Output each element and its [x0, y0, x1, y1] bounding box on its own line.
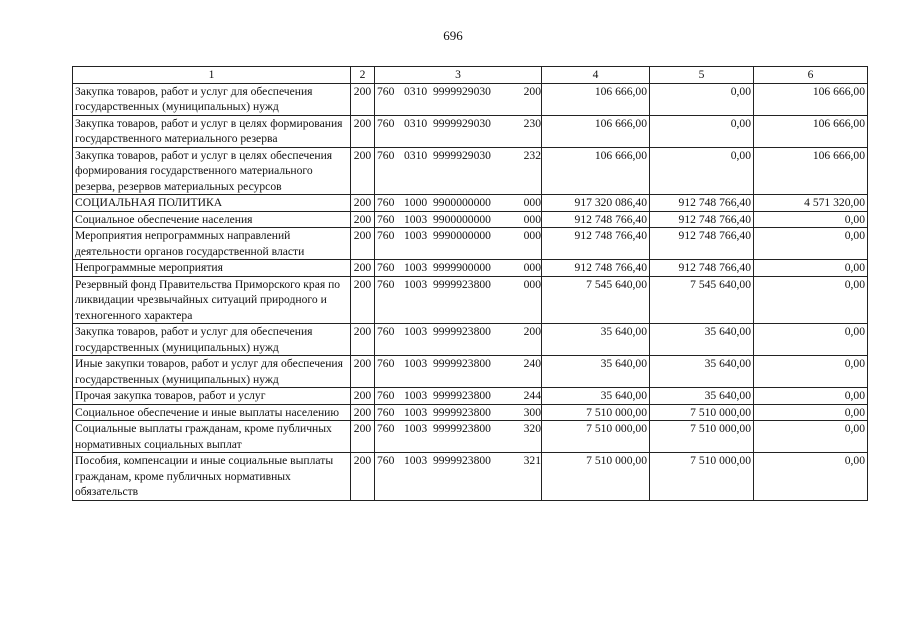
table-body [73, 83, 868, 500]
row-name: Пособия, компенсации и иные социальные выплаты гражданам, кроме публичных нормативных обязательств [73, 453, 351, 501]
row-col6: 106 666,00 [754, 147, 868, 195]
code-part-2: 1000 [404, 196, 428, 209]
code-part-2: 1003 [404, 325, 428, 338]
row-col5: 912 748 766,40 [650, 195, 754, 212]
row-code [375, 260, 542, 277]
code-part-3: 9999923800 [433, 325, 491, 338]
row-name: Мероприятия непрограммных направлений деятельности органов государственной власти [73, 228, 351, 260]
code-part-2: 1003 [404, 277, 428, 291]
row-name: Закупка товаров, работ и услуг в целях обеспечения формирования государственного материального резерва, резервов материальных ресурсов [73, 147, 351, 195]
header-col-4: 4 [542, 67, 650, 84]
row-col2: 200 [351, 356, 375, 388]
page-number: 696 [443, 28, 463, 43]
row-col5: 35 640,00 [650, 388, 754, 405]
table-row [73, 276, 868, 324]
code-part-2: 0310 [404, 148, 428, 162]
code-part-3: 9999923800 [433, 277, 491, 291]
row-col6: 106 666,00 [754, 83, 868, 115]
row-col2: 200 [351, 453, 375, 501]
row-col5: 912 748 766,40 [650, 211, 754, 228]
code-part-4: 000 [523, 196, 541, 209]
code-part-4: 321 [523, 454, 541, 467]
row-col5: 7 545 640,00 [650, 276, 754, 324]
table-row [73, 195, 868, 212]
code-part-1: 760 [377, 357, 395, 370]
header-col-3: 3 [375, 67, 542, 84]
code-part-2: 0310 [404, 116, 428, 130]
row-col6: 0,00 [754, 404, 868, 421]
code-part-3: 9990000000 [433, 229, 491, 242]
row-code [375, 276, 542, 324]
code-part-2: 0310 [404, 84, 428, 98]
row-col4: 912 748 766,40 [542, 211, 650, 228]
code-part-3: 9999923800 [433, 357, 491, 370]
code-part-1: 760 [377, 261, 395, 274]
code-part-1: 760 [377, 116, 395, 130]
code-part-4: 320 [523, 422, 541, 435]
row-col6: 0,00 [754, 260, 868, 277]
row-col6: 0,00 [754, 228, 868, 260]
row-col6: 0,00 [754, 324, 868, 356]
code-part-1: 760 [377, 389, 395, 402]
row-col6: 4 571 320,00 [754, 195, 868, 212]
code-part-3: 9999929030 [433, 148, 491, 162]
code-part-3: 9999923800 [433, 405, 491, 419]
row-code [375, 147, 542, 195]
table-row [73, 421, 868, 453]
table-row [73, 115, 868, 147]
row-name: Закупка товаров, работ и услуг для обеспечения государственных (муниципальных) нужд [73, 324, 351, 356]
row-name: Закупка товаров, работ и услуг в целях формирования государственного материального резерва [73, 115, 351, 147]
row-col6: 0,00 [754, 276, 868, 324]
row-col5: 35 640,00 [650, 356, 754, 388]
code-part-2: 1003 [404, 422, 428, 435]
code-part-2: 1003 [404, 389, 428, 402]
row-col5: 7 510 000,00 [650, 404, 754, 421]
row-code [375, 388, 542, 405]
table-row [73, 260, 868, 277]
row-col6: 0,00 [754, 388, 868, 405]
code-part-3: 9900000000 [433, 196, 491, 209]
row-code [375, 421, 542, 453]
table-row [73, 228, 868, 260]
code-part-4: 000 [523, 229, 541, 242]
header-col-6: 6 [754, 67, 868, 84]
row-col4: 35 640,00 [542, 356, 650, 388]
code-part-2: 1003 [404, 212, 428, 226]
row-code [375, 228, 542, 260]
code-part-1: 760 [377, 422, 395, 435]
row-col6: 0,00 [754, 356, 868, 388]
header-col-2: 2 [351, 67, 375, 84]
row-name: Социальное обеспечение и иные выплаты населению [73, 404, 351, 421]
code-part-4: 000 [523, 212, 541, 226]
code-part-2: 1003 [404, 454, 428, 467]
code-part-1: 760 [377, 454, 395, 467]
row-col2: 200 [351, 83, 375, 115]
row-name: Социальные выплаты гражданам, кроме публичных нормативных социальных выплат [73, 421, 351, 453]
row-col6: 0,00 [754, 211, 868, 228]
code-part-3: 9999923800 [433, 422, 491, 435]
code-part-2: 1003 [404, 229, 428, 242]
row-col4: 917 320 086,40 [542, 195, 650, 212]
code-part-2: 1003 [404, 405, 428, 419]
row-col2: 200 [351, 115, 375, 147]
code-part-4: 240 [523, 357, 541, 370]
row-col4: 912 748 766,40 [542, 260, 650, 277]
code-part-3: 9999923800 [433, 389, 491, 402]
row-col6: 0,00 [754, 453, 868, 501]
table-row [73, 83, 868, 115]
row-name: Иные закупки товаров, работ и услуг для обеспечения государственных (муниципальных) нужд [73, 356, 351, 388]
row-col4: 106 666,00 [542, 147, 650, 195]
row-col4: 7 545 640,00 [542, 276, 650, 324]
row-col4: 35 640,00 [542, 388, 650, 405]
row-col2: 200 [351, 260, 375, 277]
row-code [375, 324, 542, 356]
code-part-3: 9999929030 [433, 116, 491, 130]
row-col4: 106 666,00 [542, 115, 650, 147]
table-header-row [73, 67, 868, 84]
code-part-4: 232 [523, 148, 541, 162]
row-col5: 912 748 766,40 [650, 228, 754, 260]
row-name: Резервный фонд Правительства Приморского края по ликвидации чрезвычайных ситуаций природного и техногенного характера [73, 276, 351, 324]
code-part-2: 1003 [404, 357, 428, 370]
row-name: Закупка товаров, работ и услуг для обеспечения государственных (муниципальных) нужд [73, 83, 351, 115]
row-col2: 200 [351, 324, 375, 356]
row-col6: 106 666,00 [754, 115, 868, 147]
row-name: Социальное обеспечение населения [73, 211, 351, 228]
table-row [73, 453, 868, 501]
row-col5: 912 748 766,40 [650, 260, 754, 277]
row-col2: 200 [351, 211, 375, 228]
row-col5: 7 510 000,00 [650, 453, 754, 501]
row-name: СОЦИАЛЬНАЯ ПОЛИТИКА [73, 195, 351, 212]
code-part-4: 300 [523, 405, 541, 419]
row-col5: 35 640,00 [650, 324, 754, 356]
table-row [73, 388, 868, 405]
row-col6: 0,00 [754, 421, 868, 453]
code-part-1: 760 [377, 325, 395, 338]
code-part-3: 9900000000 [433, 212, 491, 226]
row-col4: 35 640,00 [542, 324, 650, 356]
row-col5: 0,00 [650, 147, 754, 195]
row-col4: 912 748 766,40 [542, 228, 650, 260]
code-part-3: 9999900000 [433, 261, 491, 274]
budget-table [72, 66, 868, 501]
table-row [73, 356, 868, 388]
code-part-1: 760 [377, 277, 395, 291]
row-code [375, 404, 542, 421]
code-part-4: 200 [523, 325, 541, 338]
row-code [375, 115, 542, 147]
row-name: Непрограммные мероприятия [73, 260, 351, 277]
row-col2: 200 [351, 147, 375, 195]
row-code [375, 83, 542, 115]
header-col-5: 5 [650, 67, 754, 84]
row-col5: 7 510 000,00 [650, 421, 754, 453]
code-part-4: 230 [523, 116, 541, 130]
code-part-1: 760 [377, 196, 395, 209]
code-part-1: 760 [377, 229, 395, 242]
code-part-4: 000 [523, 261, 541, 274]
row-col4: 106 666,00 [542, 83, 650, 115]
row-col2: 200 [351, 404, 375, 421]
table-row [73, 211, 868, 228]
code-part-1: 760 [377, 84, 395, 98]
code-part-3: 9999923800 [433, 454, 491, 467]
code-part-3: 9999929030 [433, 84, 491, 98]
table-row [73, 404, 868, 421]
row-col5: 0,00 [650, 83, 754, 115]
code-part-2: 1003 [404, 261, 428, 274]
code-part-1: 760 [377, 148, 395, 162]
row-col4: 7 510 000,00 [542, 421, 650, 453]
code-part-4: 000 [523, 277, 541, 291]
row-col2: 200 [351, 228, 375, 260]
header-col-1: 1 [73, 67, 351, 84]
row-code [375, 356, 542, 388]
code-part-1: 760 [377, 212, 395, 226]
code-part-4: 244 [523, 389, 541, 402]
row-col2: 200 [351, 421, 375, 453]
row-name: Прочая закупка товаров, работ и услуг [73, 388, 351, 405]
table-row [73, 324, 868, 356]
row-col2: 200 [351, 388, 375, 405]
row-col2: 200 [351, 195, 375, 212]
code-part-1: 760 [377, 405, 395, 419]
row-col2: 200 [351, 276, 375, 324]
row-col5: 0,00 [650, 115, 754, 147]
row-code [375, 453, 542, 501]
row-col4: 7 510 000,00 [542, 404, 650, 421]
table-row [73, 147, 868, 195]
row-col4: 7 510 000,00 [542, 453, 650, 501]
row-code [375, 195, 542, 212]
code-part-4: 200 [523, 84, 541, 98]
row-code [375, 211, 542, 228]
